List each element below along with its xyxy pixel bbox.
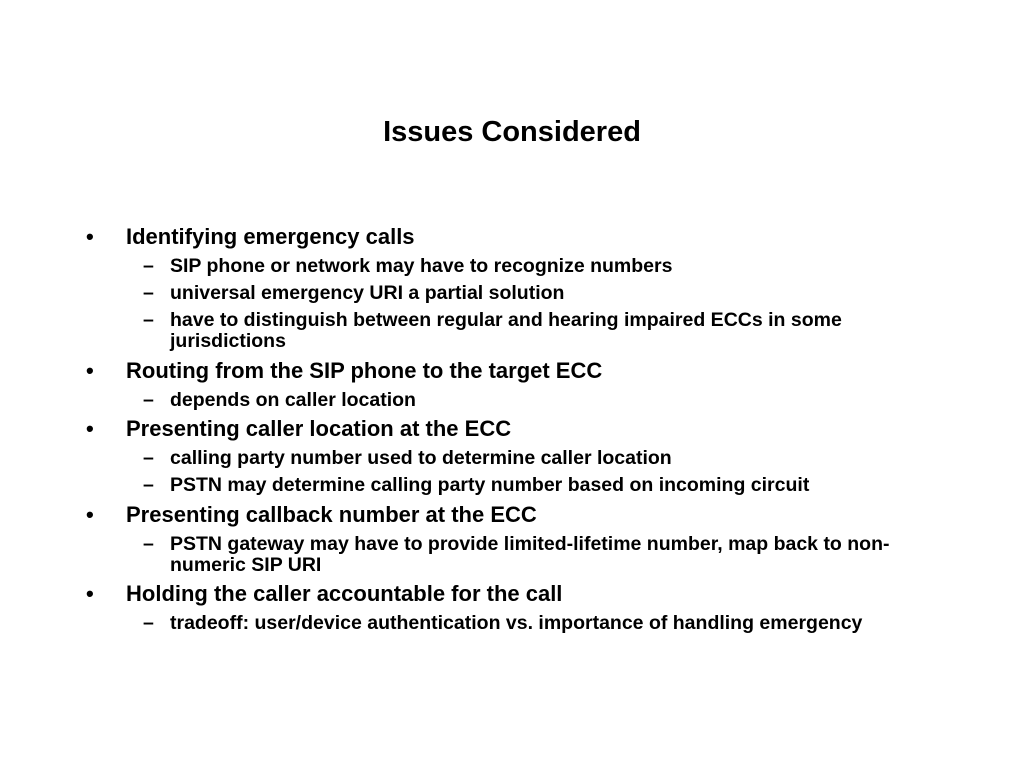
dash-marker: – bbox=[143, 309, 154, 331]
bullet-text: Presenting caller location at the ECC bbox=[126, 416, 512, 441]
bullet-marker: • bbox=[86, 358, 94, 383]
sub-bullet-text: SIP phone or network may have to recognize numbers bbox=[170, 255, 673, 277]
bullet-text: Presenting callback number at the ECC bbox=[126, 502, 537, 527]
sub-bullet-text: universal emergency URI a partial solution bbox=[170, 282, 565, 304]
dash-marker: – bbox=[143, 612, 154, 634]
bullet-marker: • bbox=[86, 416, 94, 441]
sub-bullet-text: depends on caller location bbox=[170, 389, 416, 411]
bullet-marker: • bbox=[86, 581, 94, 606]
bullet-text: Routing from the SIP phone to the target ECC bbox=[126, 358, 603, 383]
dash-marker: – bbox=[143, 389, 154, 411]
bullet-text: Holding the caller accountable for the call bbox=[126, 581, 563, 606]
bullet-marker: • bbox=[86, 224, 94, 249]
sub-bullet-text: have to distinguish between regular and hearing impaired ECCs in some jurisdictions bbox=[170, 309, 842, 352]
dash-marker: – bbox=[143, 447, 154, 469]
dash-marker: – bbox=[143, 533, 154, 555]
bullet-text: Identifying emergency calls bbox=[126, 224, 415, 249]
dash-marker: – bbox=[143, 255, 154, 277]
dash-marker: – bbox=[143, 474, 154, 496]
slide-title: Issues Considered bbox=[383, 116, 641, 148]
sub-bullet-text: calling party number used to determine caller location bbox=[170, 447, 672, 469]
dash-marker: – bbox=[143, 282, 154, 304]
sub-bullet-text: tradeoff: user/device authentication vs. importance of handling emergency bbox=[170, 612, 863, 634]
sub-bullet-text: PSTN may determine calling party number based on incoming circuit bbox=[170, 474, 810, 496]
sub-bullet-text: PSTN gateway may have to provide limited-lifetime number, map back to non-numeric SIP URI bbox=[170, 533, 890, 576]
bullet-marker: • bbox=[86, 502, 94, 527]
